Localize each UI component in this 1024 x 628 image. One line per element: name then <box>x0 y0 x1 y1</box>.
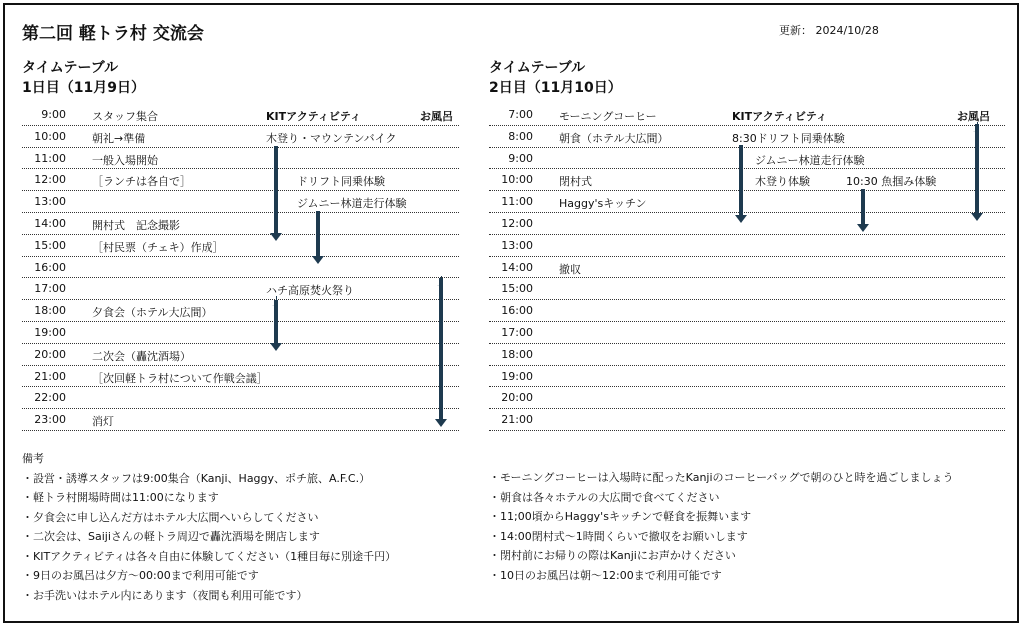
day2-kit-header: KITアクティビティ <box>732 110 828 123</box>
timetable-row <box>22 126 459 148</box>
notes-left <box>22 449 396 605</box>
row-time: 17:00 <box>501 326 533 339</box>
note-item: ・11;00頃からHaggy'sキッチンで軽食を振舞います <box>489 510 752 523</box>
timetable-row <box>489 257 1005 279</box>
day2-extra-kit: 10:30 魚掴み体験 <box>846 175 937 188</box>
note-item: ・朝食は各々ホテルの大広間で食べてください <box>489 490 720 504</box>
note-item: ・9日のお風呂は夕方〜00:00まで利用可能です <box>22 569 259 582</box>
row-time: 15:00 <box>34 238 66 252</box>
timetable-row <box>22 344 459 366</box>
row-kit-activity: ハチ高原焚火祭り <box>266 284 354 298</box>
timetable-row <box>22 366 459 388</box>
timetable-row <box>22 322 459 344</box>
row-time: 20:00 <box>34 347 66 361</box>
row-time: 22:00 <box>34 391 66 405</box>
timetable-row <box>489 278 1005 300</box>
timetable-row <box>22 148 459 170</box>
row-event: ［ランチは各自で］ <box>92 175 191 189</box>
timetable-row <box>489 366 1005 388</box>
day1-kit-header: KITアクティビティ <box>266 110 362 123</box>
row-event: 二次会（轟沈酒場） <box>92 349 191 363</box>
timetable-row <box>22 409 459 431</box>
timetable-row <box>489 409 1005 431</box>
day1-bath-header: お風呂 <box>420 110 453 123</box>
day2-arrow-fish <box>861 189 865 225</box>
timetable-row <box>22 278 459 300</box>
row-time: 14:00 <box>501 260 533 274</box>
day2-arrow-bath <box>975 124 979 214</box>
row-kit-activity: ジムニー林道走行体験 <box>297 197 407 211</box>
row-time: 7:00 <box>508 108 533 121</box>
day2-date: 2日目（11月10日） <box>489 80 622 96</box>
row-event: 夕食会（ホテル大広間） <box>92 306 213 320</box>
note-item: ・10日のお風呂は朝〜12:00まで利用可能です <box>489 568 722 582</box>
row-time: 12:00 <box>501 217 533 230</box>
timetable-row <box>489 148 1005 170</box>
row-event: 閉村式 <box>559 175 592 189</box>
day2-heading: タイムテーブル <box>489 60 586 76</box>
note-item: ・お手洗いはホテル内にあります（夜間も利用可能です） <box>22 588 308 602</box>
row-event: ［次回軽トラ村について作戦会議］ <box>92 371 268 385</box>
row-time: 21:00 <box>501 413 533 427</box>
row-time: 13:00 <box>501 238 533 252</box>
row-event: 朝礼→準備 <box>92 131 146 145</box>
row-event: 一般入場開始 <box>92 153 158 167</box>
row-kit-activity: 木登り体験 <box>755 175 810 189</box>
row-event: モーニングコーヒー <box>559 110 657 123</box>
timetable-row <box>489 387 1005 409</box>
row-time: 11:00 <box>501 195 533 209</box>
day2-arrow-drift <box>739 145 743 216</box>
row-time: 23:00 <box>34 413 66 427</box>
row-event: 朝食（ホテル大広間） <box>559 131 669 145</box>
row-time: 21:00 <box>34 369 66 383</box>
row-time: 19:00 <box>501 369 533 383</box>
row-event: 撤収 <box>559 262 581 276</box>
note-item: ・二次会は、Saijiさんの軽トラ周辺で轟沈酒場を開店します <box>22 530 320 543</box>
timetable-row <box>22 191 459 213</box>
note-item: ・閉村前にお帰りの際はKanjiにお声かけください <box>489 549 736 562</box>
timetable-row <box>22 213 459 235</box>
row-event: 消灯 <box>92 415 114 429</box>
day1-arrow-bath <box>439 278 443 420</box>
row-time: 16:00 <box>34 260 66 274</box>
timetable-row <box>489 322 1005 344</box>
row-time: 18:00 <box>34 304 66 318</box>
row-kit-activity: 8:30ドリフト同乗体験 <box>732 131 845 145</box>
timetable-row <box>489 235 1005 257</box>
day1-heading: タイムテーブル <box>22 60 119 76</box>
row-time: 9:00 <box>41 108 66 121</box>
row-time: 15:00 <box>501 282 533 296</box>
note-item: ・KITアクティビティは各々自由に体験してください（1種目毎に別途千円） <box>22 549 397 563</box>
row-event: Haggy'sキッチン <box>559 197 647 211</box>
timetable-row <box>22 169 459 191</box>
day2-bath-header: お風呂 <box>957 110 990 123</box>
notes-heading: 備考 <box>22 452 44 465</box>
updated-date: 更新： 2024/10/28 <box>779 24 879 37</box>
row-time: 18:00 <box>501 347 533 361</box>
timetable-row <box>489 191 1005 213</box>
note-item: ・設営・誘導スタッフは9:00集合（Kanji、Haggy、ポチ旅、A.F.C.） <box>22 471 371 485</box>
row-time: 17:00 <box>34 282 66 296</box>
timetable-row <box>489 104 1005 126</box>
page-title: 第二回 軽トラ村 交流会 <box>22 24 204 44</box>
row-time: 10:00 <box>34 129 66 143</box>
timetable-row <box>489 344 1005 366</box>
timetable-row <box>22 387 459 409</box>
row-time: 10:00 <box>501 173 533 187</box>
row-time: 16:00 <box>501 304 533 318</box>
row-time: 9:00 <box>508 151 533 165</box>
row-time: 13:00 <box>34 195 66 209</box>
row-time: 8:00 <box>508 129 533 143</box>
timetable-row <box>22 257 459 279</box>
row-event: 開村式 記念撮影 <box>92 219 180 232</box>
day1-arrow-bonfire <box>274 300 278 344</box>
row-kit-activity: 木登り・マウンテンバイク <box>266 131 397 145</box>
row-kit-activity: ジムニー林道走行体験 <box>755 153 865 167</box>
row-time: 14:00 <box>34 217 66 230</box>
day1-date: 1日目（11月9日） <box>22 80 145 96</box>
row-time: 11:00 <box>34 151 66 165</box>
note-item: ・軽トラ村開場時間は11:00になります <box>22 491 219 504</box>
timetable-row <box>22 235 459 257</box>
row-event: ［村民票（チェキ）作成］ <box>92 240 224 254</box>
row-time: 20:00 <box>501 391 533 405</box>
note-item: ・夕食会に申し込んだ方はホテル大広間へいらしてください <box>22 510 319 524</box>
timetable-row <box>489 126 1005 148</box>
day1-arrow-drift <box>316 211 320 257</box>
row-kit-activity: ドリフト同乗体験 <box>297 175 385 189</box>
note-item: ・モーニングコーヒーは入場時に配ったKanjiのコーヒーバッグで朝のひと時を過ごしましょう <box>489 471 954 484</box>
day1-arrow-mtb <box>274 146 278 234</box>
note-item: ・14:00閉村式〜1時間くらいで撤収をお願いします <box>489 529 748 543</box>
row-time: 19:00 <box>34 326 66 339</box>
row-time: 12:00 <box>34 173 66 187</box>
timetable-row <box>489 213 1005 235</box>
timetable-row <box>489 169 1005 191</box>
timetable-row <box>22 104 459 126</box>
row-event: スタッフ集合 <box>92 110 158 123</box>
timetable-row <box>22 300 459 322</box>
notes-right <box>489 468 954 585</box>
timetable-row <box>489 300 1005 322</box>
